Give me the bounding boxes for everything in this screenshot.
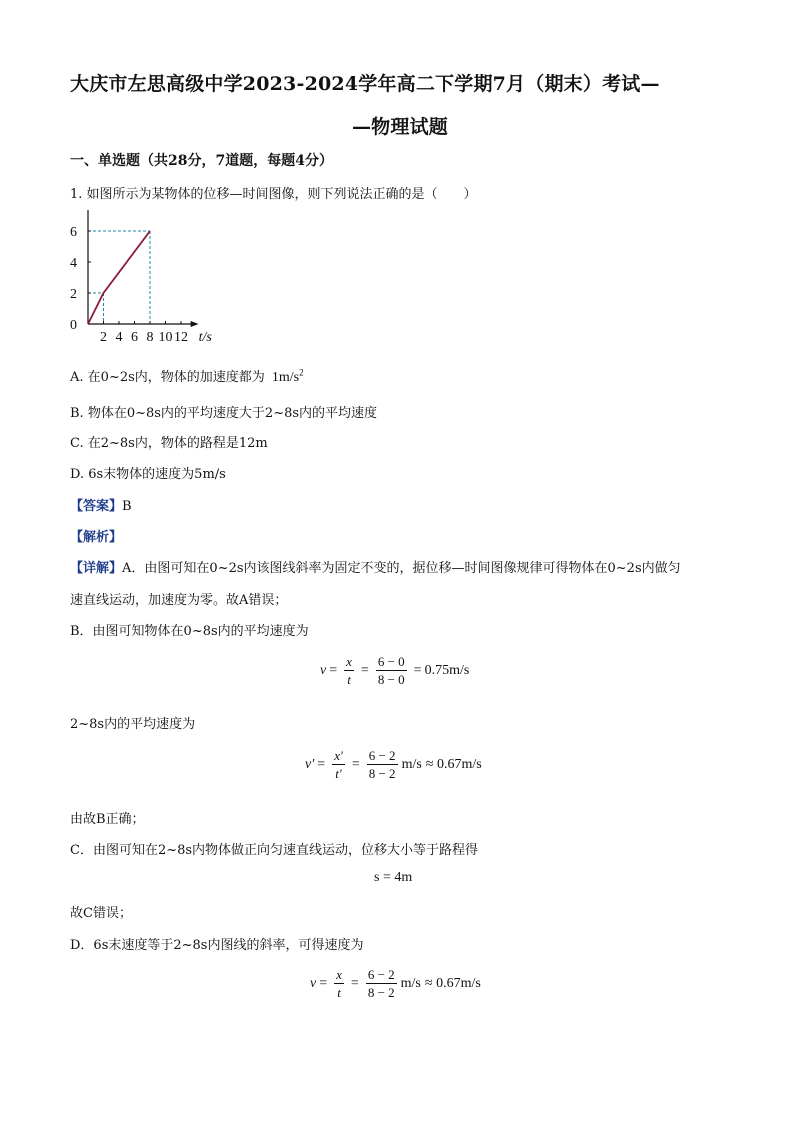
y-tick-label-4: 4 (70, 256, 77, 271)
analysis-label: 【解析】 (70, 530, 123, 545)
option-a-unit: 1m/s (271, 370, 300, 385)
x-tick-label-10: 10 (158, 330, 173, 345)
y-tick-label-0: 0 (70, 318, 77, 333)
formula4-den1: t (337, 985, 341, 1000)
y-tick-label-6: 6 (70, 225, 77, 240)
formula2-unit: m/s (401, 756, 422, 772)
option-a-text: A. 在0~2s内，物体的加速度都为 (70, 370, 265, 385)
formula2-lhs: v′ (305, 756, 315, 772)
detail-d-line-1: D．6s末速度等于2~8s内图线的斜率，可得速度为 (70, 938, 364, 953)
formula1-num2: 6 − 0 (377, 654, 405, 669)
answer-label: 【答案】 (70, 499, 123, 514)
formula2-num2: 6 − 2 (368, 748, 396, 763)
option-a (70, 366, 304, 386)
analysis-line (70, 526, 122, 545)
formula2-den1: t′ (335, 766, 342, 781)
formula1-num1: x (346, 654, 352, 669)
x-axis-label: t/s (198, 330, 212, 345)
detail-b-line-2: 2~8s内的平均速度为 (70, 717, 196, 732)
formula4-den2: 8 − 2 (367, 985, 395, 1000)
y-tick-label-2: 2 (70, 287, 77, 302)
detail-b-line-3: 由故B正确； (70, 812, 145, 827)
option-a-unit-sup: 2 (299, 367, 304, 378)
question-stem: 1. 如图所示为某物体的位移—时间图像，则下列说法正确的是（ ） (70, 187, 477, 202)
x-tick-label-4: 4 (115, 330, 123, 345)
formula1-den1: t (347, 672, 351, 687)
page-title-line-2: —物理试题 (351, 116, 448, 138)
option-d: D. 6s末物体的速度为5m/s (70, 467, 226, 482)
series-line (88, 231, 150, 324)
detail-a-line-1 (70, 557, 681, 576)
x-tick-label-8: 8 (146, 330, 154, 345)
formula2-approx: ≈ 0.67m/s (425, 756, 482, 772)
detail-label: 【详解】 (70, 561, 123, 576)
x-tick-label-2: 2 (100, 330, 107, 345)
detail-c-line-1: C．由图可知在2~8s内物体做正向匀速直线运动，位移大小等于路程得 (70, 843, 479, 858)
formula1-den2: 8 − 0 (377, 672, 405, 687)
answer-value: B (122, 499, 132, 514)
x-tick-label-6: 6 (131, 330, 138, 345)
x-tick-label-12: 12 (174, 330, 188, 345)
detail-b-line-1: B．由图可知物体在0~8s内的平均速度为 (70, 624, 309, 639)
detail-a-text-1: A．由图可知在0~2s内该图线斜率为固定不变的，据位移—时间图像规律可得物体在0~2s内做匀 (122, 561, 681, 576)
formula4-num1: x (336, 967, 342, 982)
answer-line (70, 495, 132, 514)
formula-average-velocity-0-8: v = $\frac{x}{t}$ = $\frac{6 - 0}{8 - 0}$ = 0.75m/s (320, 654, 470, 687)
x-axis-arrow (191, 321, 199, 327)
formula-distance: s = 4m (374, 870, 413, 885)
formula4-approx: ≈ 0.67m/s (424, 975, 481, 991)
detail-a-line-2: 速直线运动，加速度为零。故A错误； (70, 593, 288, 608)
formula-average-velocity-2-8: v′ = $\frac{x'}{t'}$ = $\frac{6 - 2}{8 - 2}$ m/s ≈ 0.67m/s (305, 748, 482, 781)
formula1-result: 0.75m/s (424, 662, 470, 678)
formula-velocity-6s: v = $\frac{x}{t}$ = $\frac{6 - 2}{8 - 2}$ m/s ≈ 0.67m/s (310, 967, 481, 1000)
formula4-num2: 6 − 2 (367, 967, 395, 982)
option-c: C. 在2~8s内，物体的路程是12m (70, 436, 268, 451)
page-title-line-1: 大庆市左思高级中学2023-2024学年高二下学期7月（期末）考试— (70, 73, 660, 95)
formula1-lhs: v (320, 662, 327, 678)
detail-c-line-2: 故C错误； (70, 906, 132, 921)
formula4-unit: m/s (400, 975, 421, 991)
formula2-num1: x′ (334, 748, 343, 763)
option-b: B. 物体在0~8s内的平均速度大于2~8s内的平均速度 (70, 406, 378, 421)
formula4-lhs: v (310, 975, 317, 991)
formula2-den2: 8 − 2 (368, 766, 396, 781)
position-time-chart (62, 210, 302, 350)
section-heading: 一、单选题（共28分，7道题，每题4分） (70, 153, 333, 169)
